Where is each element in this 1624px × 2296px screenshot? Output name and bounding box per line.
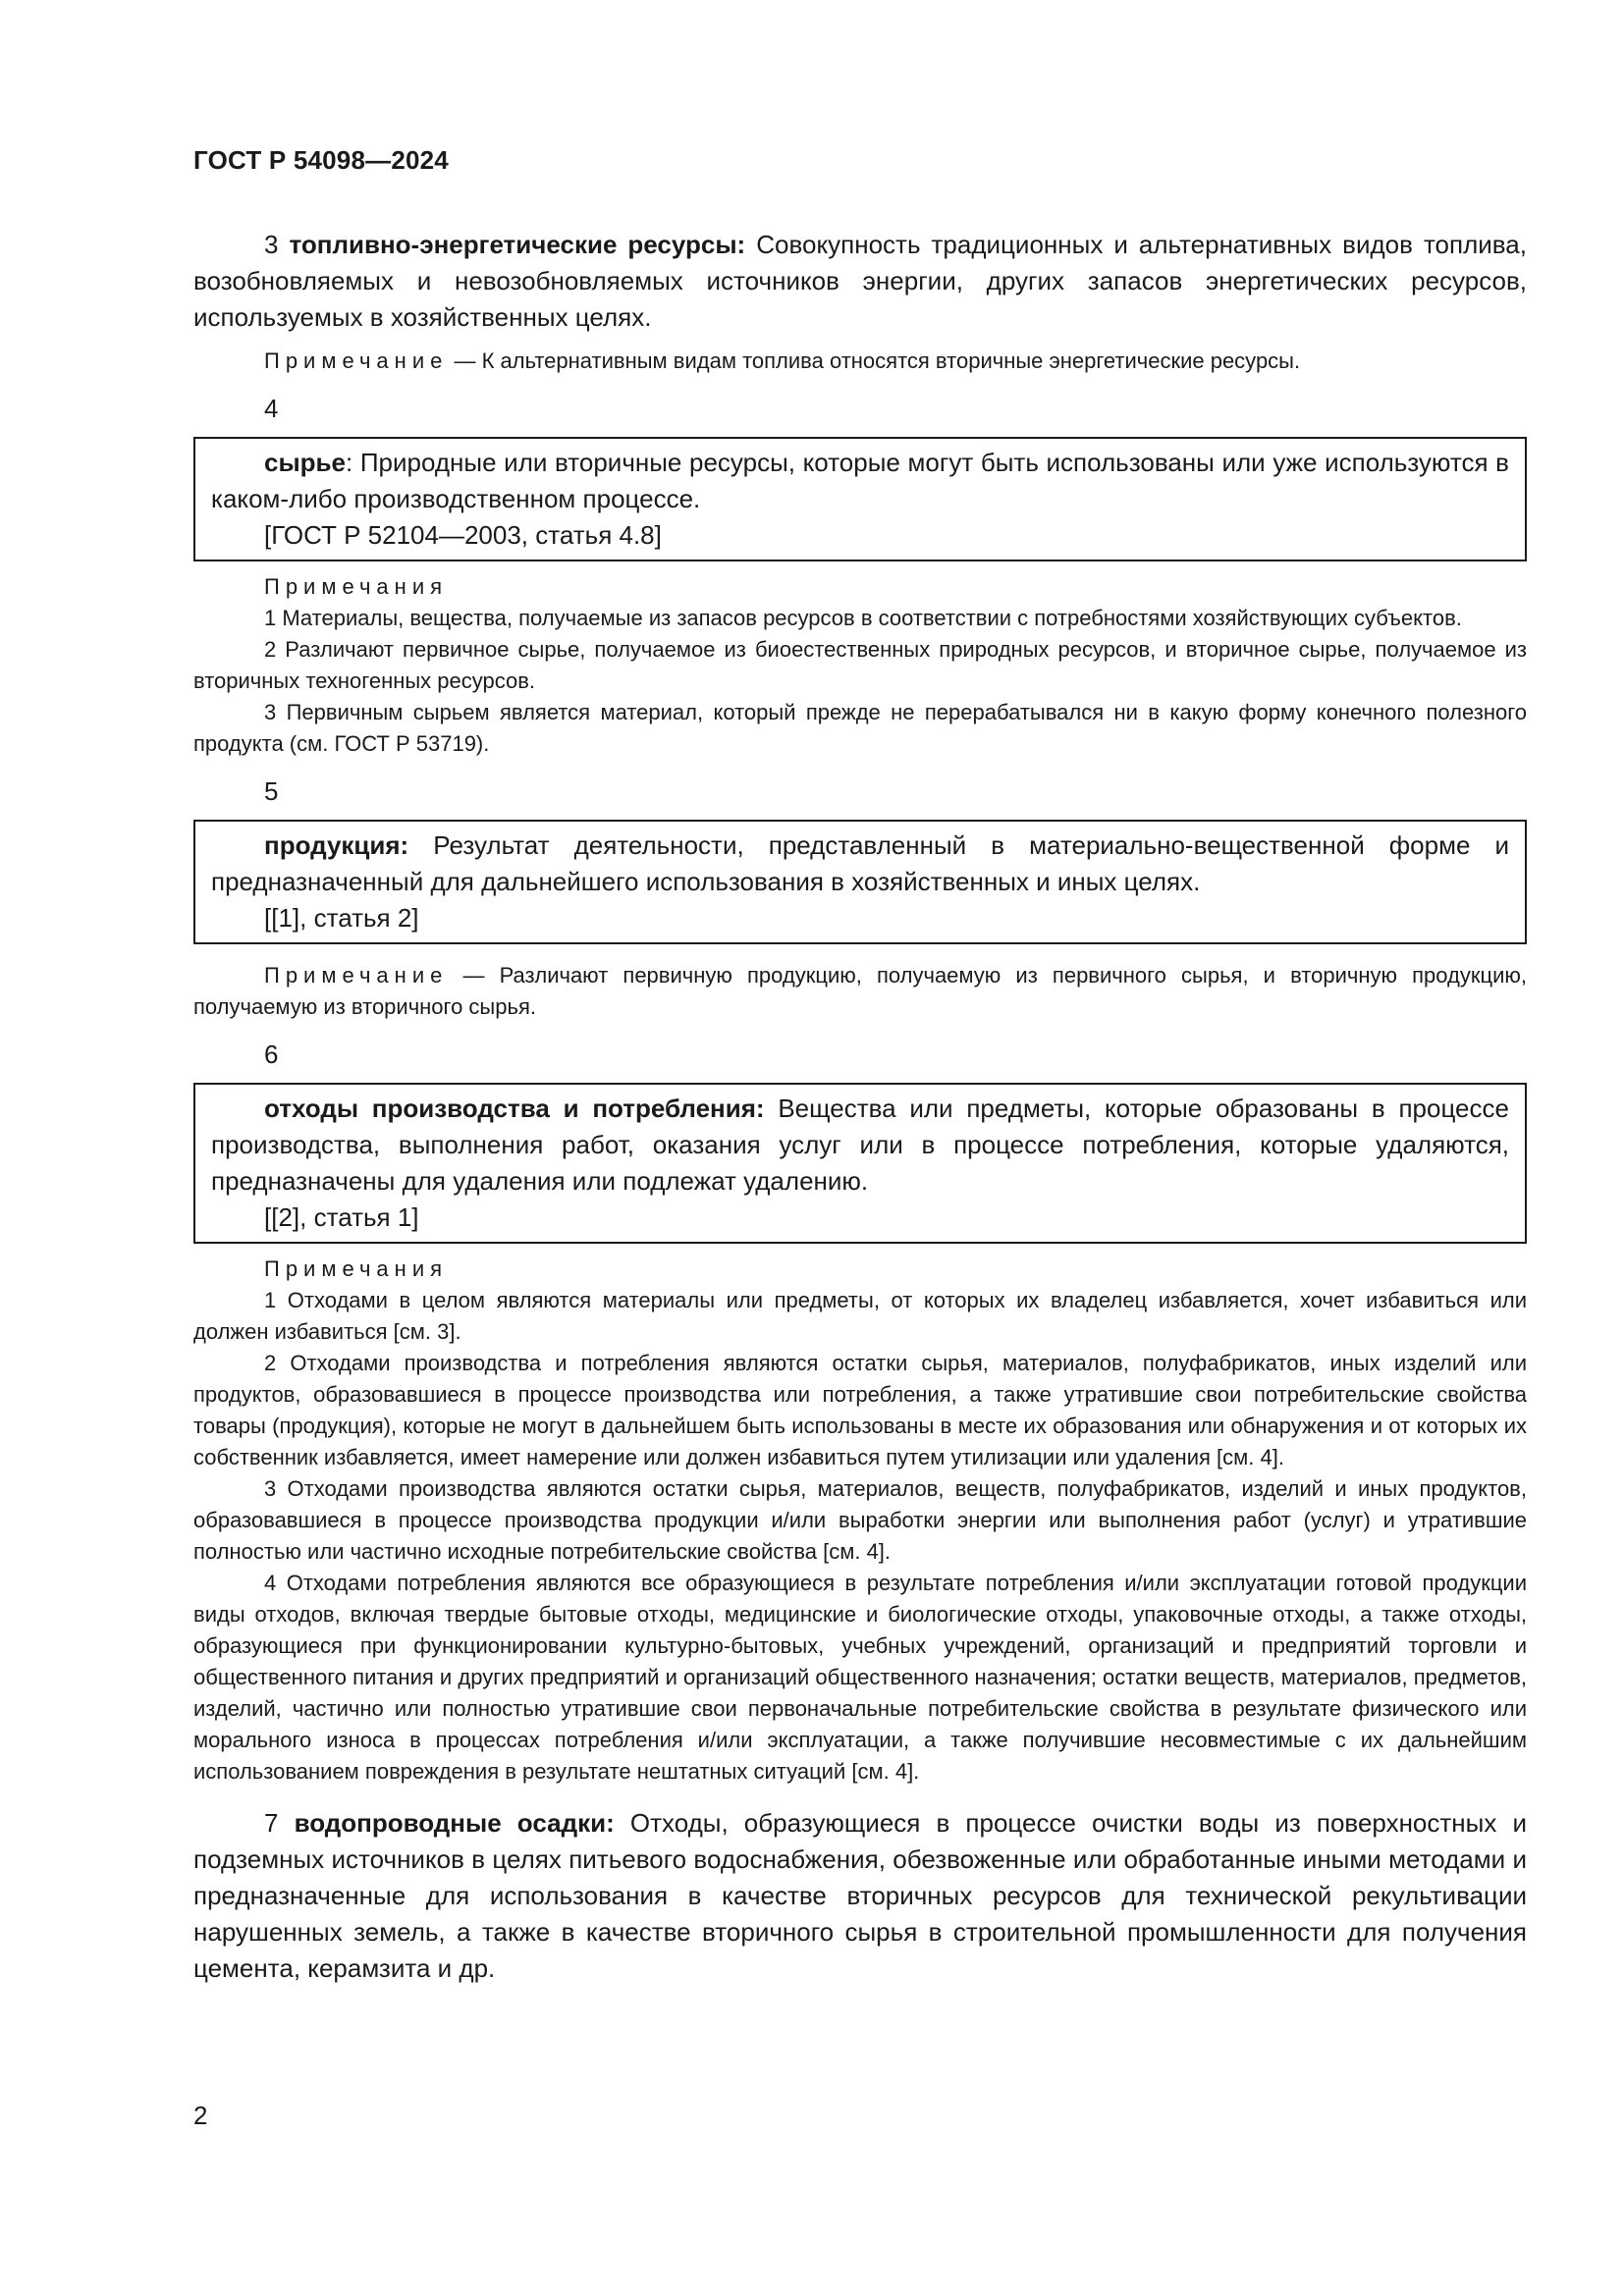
document-code: ГОСТ Р 54098—2024 [193, 145, 449, 175]
term-4-reference: [ГОСТ Р 52104—2003, статья 4.8] [264, 520, 662, 550]
term-4-note: 2 Различают первичное сырье, получаемое из биоестественных природных ресурсов, и вторичное сырье, получаемое из вторичных техногенных ресурсов. [193, 637, 1527, 693]
term-name: сырье [264, 448, 346, 477]
note-text: — К альтернативным видам топлива относятся вторичные энергетические ресурсы. [454, 348, 1301, 373]
term-5-box [193, 820, 1527, 944]
term-number: 3 [264, 230, 279, 259]
term-number: 7 [264, 1808, 279, 1838]
term-3-note [193, 346, 1527, 377]
term-6-definition [211, 1091, 1509, 1200]
term-4-definition [211, 445, 1509, 517]
term-6-reference: [[2], статья 1] [264, 1202, 419, 1232]
term-5-reference: [[1], статья 2] [264, 903, 419, 933]
note-text: — Различают первичную продукцию, получаемую из первичного сырья, и вторичную продукцию, получаемую из вторичного сырья. [193, 963, 1527, 1019]
term-6-number: 6 [264, 1040, 279, 1069]
term-7 [193, 1805, 1527, 1987]
term-4-notes-heading: Примечания [264, 574, 449, 599]
term-name: отходы производства и потребления: [264, 1094, 765, 1123]
spacer [193, 1788, 1527, 1805]
term-4-box [193, 437, 1527, 561]
note-label: Примечание [264, 348, 449, 373]
term-definition: Отходы, образующиеся в процессе очистки воды из поверхностных и подземных источников в целях питьевого водоснабжения, обезвоженные или обработанные иными методами и предназначенные для использования в качестве вторичных ресурсов для технической рекультивации нарушенных земель, а также в качестве вторичного сырья в строительной промышленности для получения цемента, керамзита и др. [193, 1808, 1527, 1983]
term-3 [193, 227, 1527, 336]
term-definition: Вещества или предметы, которые образованы в процессе производства, выполнения работ, оказания услуг или в процессе потребления, которые удаляются, предназначены для удаления или подлежат удалению. [211, 1094, 1509, 1196]
document-page [193, 145, 1527, 1987]
term-name: продукция: [264, 830, 409, 860]
term-definition: : Природные или вторичные ресурсы, которые могут быть использованы или уже используются в каком-либо производственном процессе. [211, 448, 1509, 513]
note-label: Примечание [264, 963, 449, 988]
term-5-definition [211, 828, 1509, 900]
term-5-number: 5 [264, 776, 279, 806]
term-4-note: 3 Первичным сырьем является материал, который прежде не перерабатывался ни в какую форму конечного полезного продукта (см. ГОСТ Р 53719). [193, 700, 1527, 756]
term-name: водопроводные осадки: [294, 1808, 615, 1838]
term-name: топливно-энергетические ресурсы: [289, 230, 746, 259]
term-6-notes-heading: Примечания [264, 1256, 449, 1281]
term-4-number: 4 [264, 394, 279, 423]
page-number: 2 [193, 2101, 208, 2130]
term-6-note: 1 Отходами в целом являются материалы или предметы, от которых их владелец избавляется, хочет избавиться или должен избавиться [см. 3]. [193, 1288, 1527, 1344]
term-5-note [193, 960, 1527, 1023]
term-4-note: 1 Материалы, вещества, получаемые из запасов ресурсов в соответствии с потребностями хозяйствующих субъектов. [264, 606, 1462, 630]
term-6-note: 2 Отходами производства и потребления являются остатки сырья, материалов, полуфабрикатов, иных изделий или продуктов, образовавшиеся в процессе производства или потребления, а также утратившие свои потребительские свойства товары (продукция), которые не могут в дальнейшем быть использованы в месте их образования или обнаружения и от которых их собственник избавляется, имеет намерение или должен избавиться путем утилизации или удаления [см. 4]. [193, 1351, 1527, 1469]
term-6-box [193, 1083, 1527, 1244]
term-6-note: 3 Отходами производства являются остатки сырья, материалов, веществ, полуфабрикатов, изделий и иных продуктов, образовавшиеся в процессе производства продукции и/или выработки энергии или выполнения работ (услуг) и утратившие полностью или частично исходные потребительские свойства [см. 4]. [193, 1476, 1527, 1564]
term-6-note: 4 Отходами потребления являются все образующиеся в результате потребления и/или эксплуатации готовой продукции виды отходов, включая твердые бытовые отходы, медицинские и биологические отходы, упаковочные отходы, а также отходы, образующиеся при функционировании культурно-бытовых, учебных учреждений, организаций и предприятий торговли и общественного питания и других предприятий и организаций общественного назначения; остатки веществ, материалов, предметов, изделий, частично или полностью утратившие свои первоначальные потребительские свойства в результате физического или морального износа в процессах потребления и/или эксплуатации, а также получившие несовместимые с их дальнейшим использованием повреждения в результате нештатных ситуаций [см. 4]. [193, 1571, 1527, 1784]
term-definition: Совокупность традиционных и альтернативных видов топлива, возобновляемых и невозобновляемых источников энергии, других запасов энергетических ресурсов, используемых в хозяйственных целях. [193, 230, 1527, 332]
term-definition: Результат деятельности, представленный в материально-вещественной форме и предназначенный для дальнейшего использования в хозяйственных и иных целях. [211, 830, 1509, 896]
